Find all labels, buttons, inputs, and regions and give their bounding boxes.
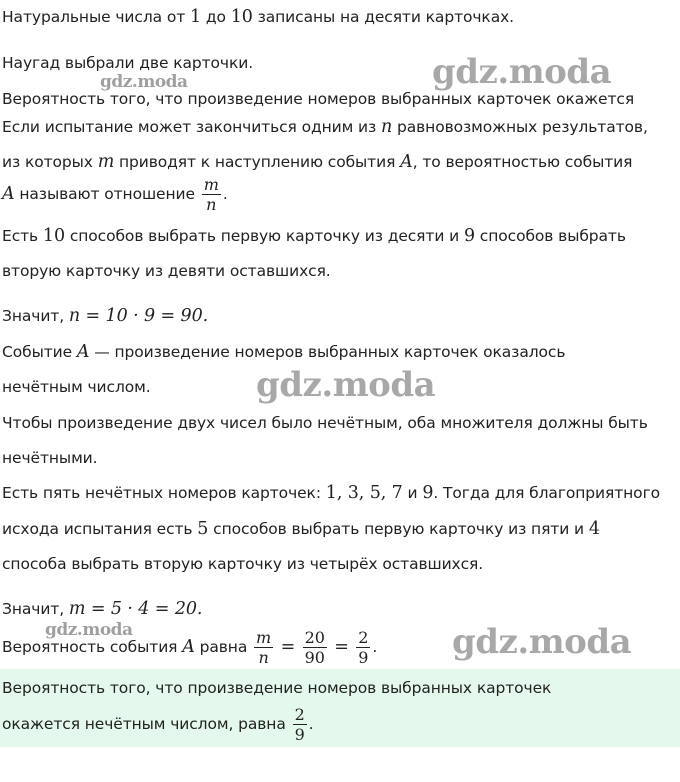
text-line-8: вторую карточку из девяти оставшихся. [2, 262, 331, 280]
math-variable: n [380, 117, 393, 137]
text-line-1: Натуральные числа от 1 до 10 записаны на десяти карточках. [2, 7, 514, 27]
text-line-9: Значит, n = 10 · 9 = 90. [2, 306, 209, 326]
text-line-4: Если испытание может закончиться одним из n равновозможных результатов, [2, 117, 648, 137]
math-number: 1 [190, 7, 202, 27]
math-variable: A [182, 637, 195, 657]
text-line-14: Есть пять нечётных номеров карточек: 1, 3, 5, 7 и 9. Тогда для благоприятного [2, 483, 660, 503]
watermark: gdz.moda [452, 622, 632, 662]
math-expression: n = 10 · 9 = 90. [68, 306, 209, 326]
text-line-3: Вероятность того, что произведение номеров выбранных карточек окажется [2, 90, 635, 108]
math-variable: A [400, 152, 413, 172]
watermark: gdz.moda [432, 52, 612, 92]
text-line-10: Событие A — произведение номеров выбранных карточек оказалось [2, 342, 566, 362]
text-line-13: нечётными. [2, 449, 98, 467]
answer-line-1: Вероятность того, что произведение номеров выбранных карточек [2, 679, 552, 697]
watermark: gdz.moda [45, 620, 133, 640]
text-line-17: Значит, m = 5 · 4 = 20. [2, 599, 203, 619]
text-line-7: Есть 10 способов выбрать первую карточку из десяти и 9 способов выбрать [2, 226, 626, 246]
math-number: 10 [42, 226, 65, 246]
math-variable: A [76, 342, 90, 362]
math-number: 4 [588, 519, 600, 539]
text-line-18: Вероятность события A равна $\frac{m}{n}$ = $\frac{20}{90}$ = $\frac{2}{9}$ . [2, 628, 378, 667]
fraction: $\frac{m}{n}$ [256, 628, 272, 667]
math-number: 9 [463, 226, 475, 246]
math-number: 5 [197, 519, 209, 539]
answer-box [0, 669, 680, 747]
answer-line-2: окажется нечётным числом, равна $\frac{2}{9}$ . [2, 705, 314, 744]
watermark: gdz.moda [256, 365, 436, 405]
fraction: $\frac{2}{9}$ [294, 705, 305, 744]
math-number: 9 [422, 483, 434, 503]
text-line-5: из которых m приводят к наступлению события A, то вероятностью события [2, 152, 633, 172]
text-line-11: нечётным числом. [2, 378, 151, 396]
text-line-2: Наугад выбрали две карточки. [2, 54, 254, 72]
fraction: $\frac{20}{90}$ [304, 628, 325, 667]
math-variable: A [2, 184, 15, 204]
math-number: 10 [230, 7, 253, 27]
fraction: $\frac{m}{n}$ [203, 175, 219, 214]
math-variable: m [97, 152, 115, 172]
watermark: gdz.moda [100, 72, 188, 92]
text-line-12: Чтобы произведение двух чисел было нечётным, оба множителя должны быть [2, 414, 648, 432]
fraction: $\frac{2}{9}$ [358, 628, 369, 667]
math-list: 1, 3, 5, 7 [325, 483, 403, 503]
text-line-6: A называют отношение $\frac{m}{n}$ . [2, 175, 228, 214]
text-line-15: исхода испытания есть 5 способов выбрать первую карточку из пяти и 4 [2, 519, 600, 539]
text-line-16: способа выбрать вторую карточку из четырёх оставшихся. [2, 555, 484, 573]
math-expression: m = 5 · 4 = 20. [68, 599, 203, 619]
